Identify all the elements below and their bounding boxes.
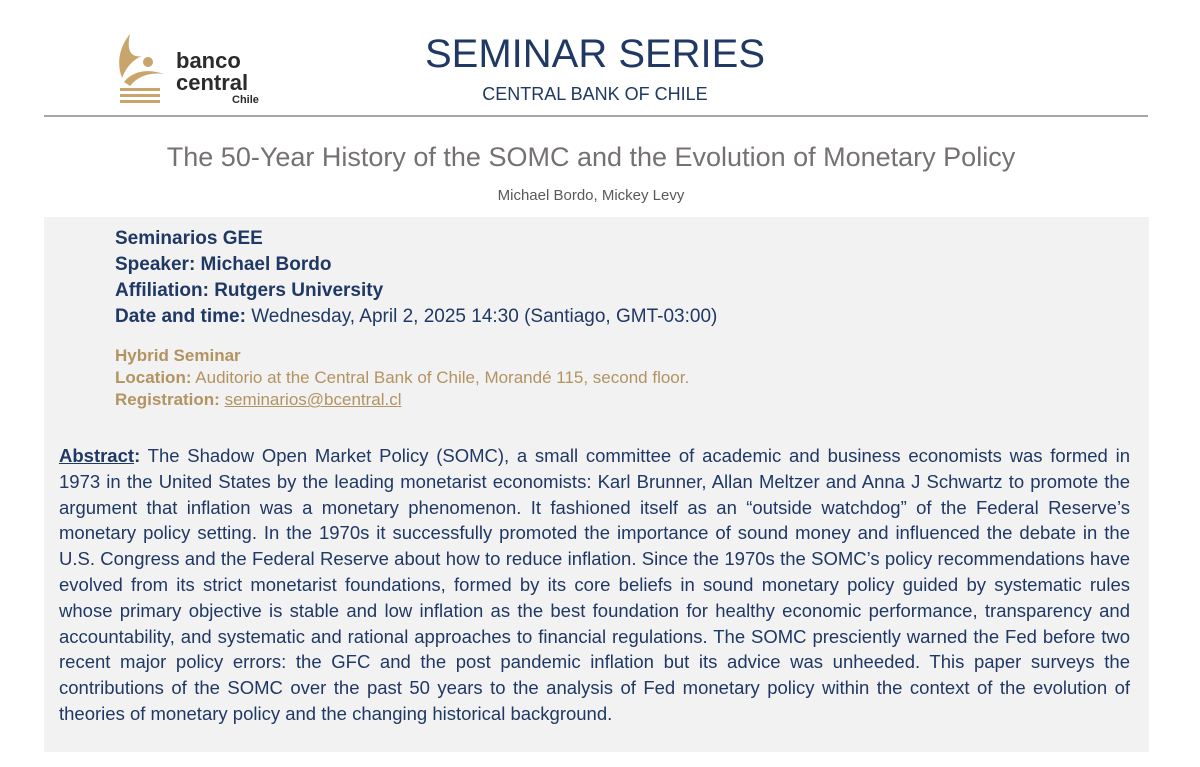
registration-label: Registration:: [115, 390, 220, 409]
date-time: [115, 304, 717, 330]
hybrid-info: [115, 345, 689, 411]
abstract-text: The Shadow Open Market Policy (SOMC), a small committee of academic and business economists was formed in 1973 in the United States by the leading monetarist economists: Karl Brunner, Allan Meltzer and Anna J Schwartz to promote the argument that inflation was a monetary phenomenon. It fashioned itself as an “outside watchdog” of the Federal Reserve’s monetary policy setting. In the 1970s it successfully promoted the importance of sound money and influenced the debate in the U.S. Congress and the Federal Reserve about how to reduce inflation. Since the 1970s the SOMC’s policy recommendations have evolved from its strict monetarist foundations, formed by its core beliefs in sound monetary policy guided by systematic rules whose primary objective is stable and low inflation as the best foundation for healthy economic performance, transparency and accountability, and systematic and rational approaches to financial regulations. The SOMC presciently warned the Fed before two recent major policy errors: the GFC and the post pandemic inflation but its advice was unheeded. This paper surveys the contributions of the SOMC over the past 50 years to the analysis of Fed monetary policy within the context of the evolution of theories of monetary policy and the changing historical background.: [59, 445, 1130, 724]
registration-email-link[interactable]: seminarios@bcentral.cl: [224, 390, 402, 409]
series-title: SEMINAR SERIES: [424, 32, 766, 76]
logo-line-banco: banco: [176, 48, 241, 73]
series-subtitle: CENTRAL BANK OF CHILE: [482, 84, 708, 104]
affiliation: Affiliation: Rutgers University: [115, 280, 384, 301]
abstract-label: Abstract: [59, 445, 135, 466]
abstract-colon: :: [134, 445, 141, 466]
hybrid-seminar-title: Hybrid Seminar: [115, 346, 241, 365]
abstract: [59, 443, 1130, 727]
date-time-label: Date and time:: [115, 306, 246, 327]
date-time-value: Wednesday, April 2, 2025 14:30 (Santiago, GMT-03:00): [245, 306, 718, 327]
location: [115, 367, 689, 389]
seminar-series-name: Seminarios GEE: [115, 228, 263, 249]
location-value: Auditorio at the Central Bank of Chile, Morandé 115, second floor.: [191, 368, 690, 387]
location-label: Location:: [115, 368, 192, 387]
seminar-info: [115, 226, 717, 330]
registration: [115, 389, 689, 411]
paper-authors: Michael Bordo, Mickey Levy: [497, 187, 685, 204]
logo-line-chile: Chile: [232, 94, 259, 106]
paper-title: The 50-Year History of the SOMC and the Evolution of Monetary Policy: [166, 142, 1016, 172]
logo-line-central: central: [176, 70, 249, 95]
header-divider: [44, 115, 1148, 117]
speaker: Speaker: Michael Bordo: [115, 254, 332, 275]
